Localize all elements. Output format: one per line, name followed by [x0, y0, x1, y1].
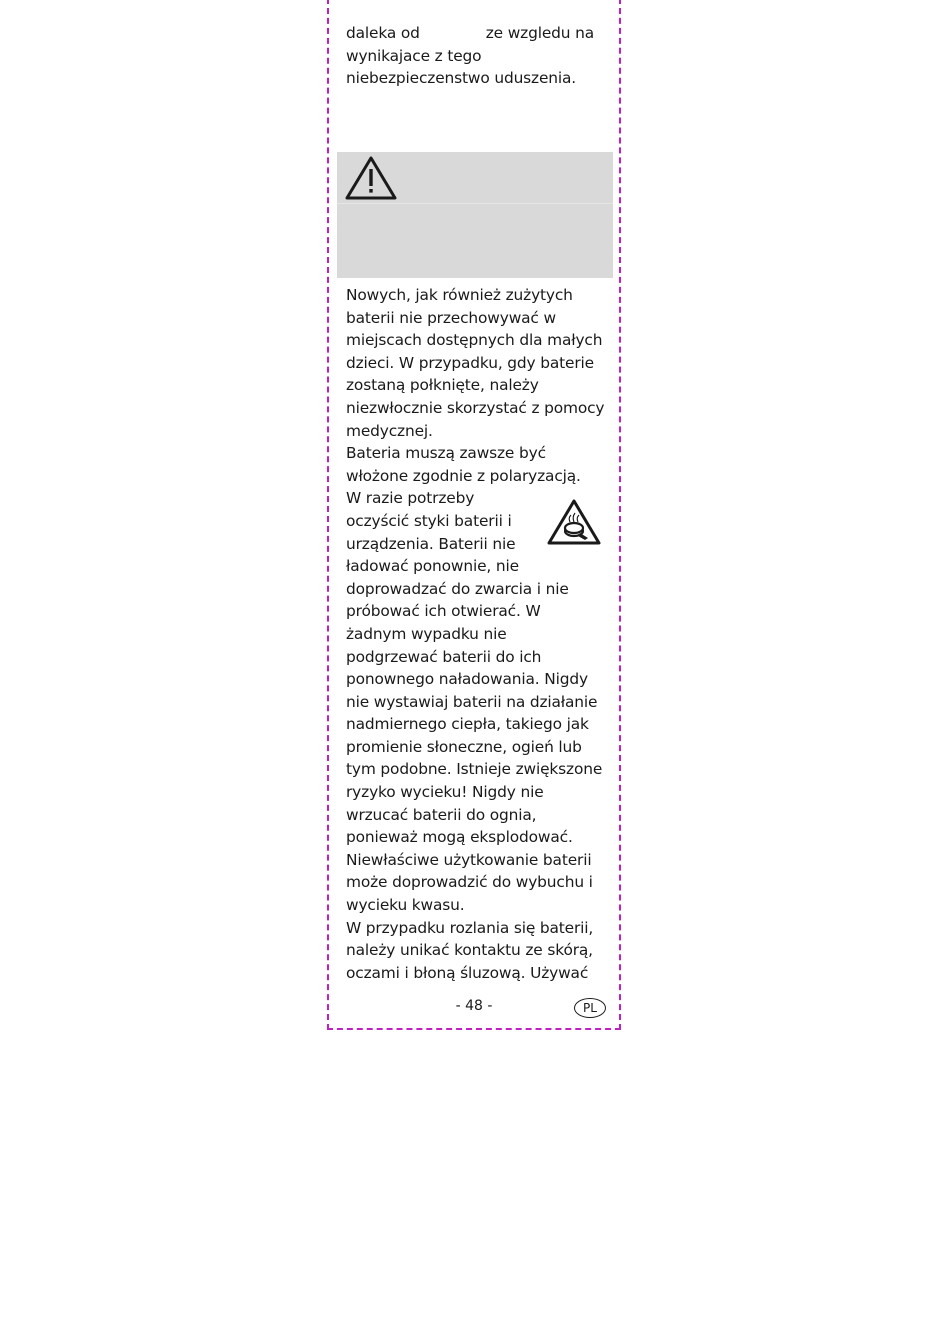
text-line: wrzucać baterii do ognia,	[346, 805, 537, 824]
text-line: Bateria muszą zawsze być	[346, 444, 546, 463]
text-line: oczami i błoną śluzową. Używać	[346, 963, 589, 982]
text-line: Niewłaściwe użytkowanie baterii	[346, 850, 592, 869]
text-line: wycieku kwasu.	[346, 896, 465, 915]
text-line: nie wystawiaj baterii na działanie	[346, 692, 598, 711]
text-line: zostaną połknięte, należy	[346, 376, 539, 395]
suffocation-warning-paragraph	[346, 22, 608, 90]
text-line: dzieci. W przypadku, gdy baterie	[346, 353, 594, 372]
text-line: ładować ponownie, nie	[346, 557, 519, 576]
text-line: ponieważ mogą eksplodować.	[346, 828, 573, 847]
manual-page	[327, 0, 621, 1030]
text-line: medycznej.	[346, 421, 433, 440]
text-line: należy unikać kontaktu ze skórą,	[346, 941, 593, 960]
text-line: Nowych, jak również zużytych	[346, 286, 573, 304]
warning-box-divider	[337, 203, 613, 204]
text-line: miejscach dostępnych dla małych	[346, 331, 603, 350]
text-line: W przypadku rozlania się baterii,	[346, 918, 594, 937]
text-line: próbować ich otwierać. W	[346, 602, 541, 621]
text-line: wynikajace z tego	[346, 46, 482, 65]
text-line: oczyścić styki baterii i	[346, 511, 512, 530]
text-line: niebezpieczenstwo uduszenia.	[346, 69, 577, 88]
text-line: ryzyko wycieku! Nigdy nie	[346, 783, 544, 802]
text-line: może doprowadzić do wybuchu i	[346, 873, 593, 892]
text-line: niezwłocznie skorzystać z pomocy	[346, 398, 605, 417]
text-line: baterii nie przechowywać w	[346, 308, 556, 327]
warning-box	[337, 152, 613, 278]
text-line: promienie słoneczne, ogień lub	[346, 737, 582, 756]
text-line: tym podobne. Istnieje zwiększone	[346, 760, 603, 779]
text-line: urządzenia. Baterii nie	[346, 534, 516, 553]
text-line: W razie potrzeby	[346, 489, 475, 508]
page-number: - 48 -	[455, 998, 493, 1014]
warning-triangle-icon	[345, 155, 397, 201]
battery-hazard-icon	[547, 498, 601, 546]
text-line: nadmiernego ciepła, takiego jak	[346, 715, 589, 734]
text-line: doprowadzać do zwarcia i nie	[346, 579, 569, 598]
text-line: włożone zgodnie z polaryzacją.	[346, 466, 581, 485]
text-line: daleka od ze wzgledu na	[346, 24, 595, 42]
battery-safety-paragraph	[346, 284, 608, 984]
text-line: ponownego naładowania. Nigdy	[346, 670, 588, 689]
text-line: podgrzewać baterii do ich	[346, 647, 542, 666]
language-badge: PL	[574, 998, 606, 1018]
text-line: żadnym wypadku nie	[346, 624, 507, 643]
